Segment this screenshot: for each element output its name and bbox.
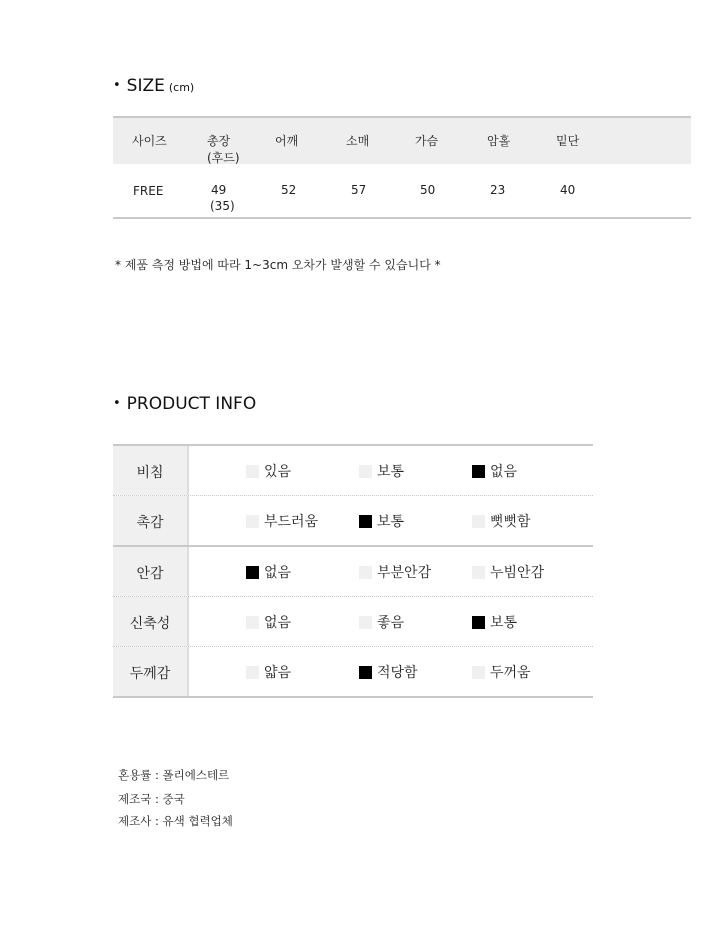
info-row-label: 비침 (113, 446, 189, 495)
unchecked-box-icon (359, 566, 372, 579)
info-option-label: 좋음 (377, 615, 405, 631)
unchecked-box-icon (246, 666, 259, 679)
info-row (113, 496, 593, 547)
bullet-icon: • (113, 396, 121, 411)
info-option (472, 612, 517, 632)
cell-chest: 50 (420, 183, 436, 197)
unchecked-box-icon (359, 616, 372, 629)
info-row (113, 647, 593, 698)
cell-shoulder: 52 (281, 183, 297, 197)
unchecked-box-icon (472, 515, 485, 528)
info-option (359, 461, 404, 481)
checked-box-icon (472, 616, 485, 629)
info-option-label: 없음 (264, 565, 292, 581)
size-table-row (113, 164, 691, 217)
unchecked-box-icon (472, 666, 485, 679)
unchecked-box-icon (246, 465, 259, 478)
info-option (246, 562, 291, 582)
checked-box-icon (359, 515, 372, 528)
header-armhole: 암홀 (487, 134, 511, 148)
bullet-icon: • (113, 78, 121, 93)
info-option-label: 적당함 (377, 665, 418, 681)
size-unit: (cm) (168, 81, 195, 94)
info-option-label: 얇음 (264, 665, 292, 681)
checked-box-icon (246, 566, 259, 579)
info-option (359, 511, 404, 531)
info-option (246, 662, 291, 682)
size-table-bottom-rule (113, 217, 691, 219)
info-row-label: 두께감 (113, 647, 189, 696)
info-option-label: 부분안감 (377, 565, 432, 581)
info-option-label: 보통 (377, 514, 405, 530)
checked-box-icon (359, 666, 372, 679)
info-row-label: 촉감 (113, 496, 189, 545)
header-size: 사이즈 (132, 134, 167, 148)
size-table (113, 116, 691, 219)
cell-armhole: 23 (490, 183, 506, 197)
info-row-label: 안감 (113, 547, 189, 596)
info-row (113, 597, 593, 647)
info-row (113, 547, 593, 597)
info-option-label: 없음 (490, 464, 518, 480)
info-title-text: PRODUCT INFO (126, 394, 257, 414)
info-option-label: 보통 (377, 464, 405, 480)
size-title-text: SIZE (126, 76, 165, 96)
spec-maker: 제조사 : 유색 협력업체 (118, 814, 233, 828)
info-option (359, 662, 418, 682)
info-option-label: 두꺼움 (490, 665, 531, 681)
size-section-title (113, 76, 194, 96)
info-section-title (113, 394, 256, 414)
cell-hem: 40 (560, 183, 576, 197)
info-option-label: 부드러움 (264, 514, 319, 530)
unchecked-box-icon (246, 616, 259, 629)
info-option (359, 612, 404, 632)
measurement-note: * 제품 측정 방법에 따라 1~3cm 오차가 발생할 수 있습니다 * (115, 258, 441, 272)
info-option (359, 562, 431, 582)
info-option (472, 461, 517, 481)
info-option-label: 있음 (264, 464, 292, 480)
info-option (472, 511, 531, 531)
info-option-label: 없음 (264, 615, 292, 631)
cell-free: FREE (133, 184, 164, 198)
info-row-label: 신축성 (113, 597, 189, 646)
header-shoulder: 어깨 (275, 134, 299, 148)
info-option-label: 보통 (490, 615, 518, 631)
cell-length-hood: (35) (210, 199, 235, 213)
info-option (246, 612, 291, 632)
info-option (472, 562, 544, 582)
info-option (246, 511, 318, 531)
unchecked-box-icon (359, 465, 372, 478)
info-option-label: 뻣뻣함 (490, 514, 531, 530)
info-option (246, 461, 291, 481)
cell-length: 49 (211, 183, 227, 197)
header-length-hood: (후드) (207, 151, 240, 165)
spec-material: 혼용률 : 폴리에스테르 (118, 768, 230, 782)
cell-sleeve: 57 (351, 183, 367, 197)
header-sleeve: 소매 (346, 134, 370, 148)
product-info-table (113, 444, 593, 698)
info-row (113, 446, 593, 496)
header-hem: 밑단 (556, 134, 580, 148)
size-table-header (113, 118, 691, 164)
header-length: 총장 (207, 134, 231, 148)
info-option (472, 662, 531, 682)
checked-box-icon (472, 465, 485, 478)
unchecked-box-icon (472, 566, 485, 579)
spec-country: 제조국 : 중국 (118, 792, 185, 806)
header-chest: 가슴 (415, 134, 439, 148)
info-option-label: 누빔안감 (490, 565, 545, 581)
unchecked-box-icon (246, 515, 259, 528)
